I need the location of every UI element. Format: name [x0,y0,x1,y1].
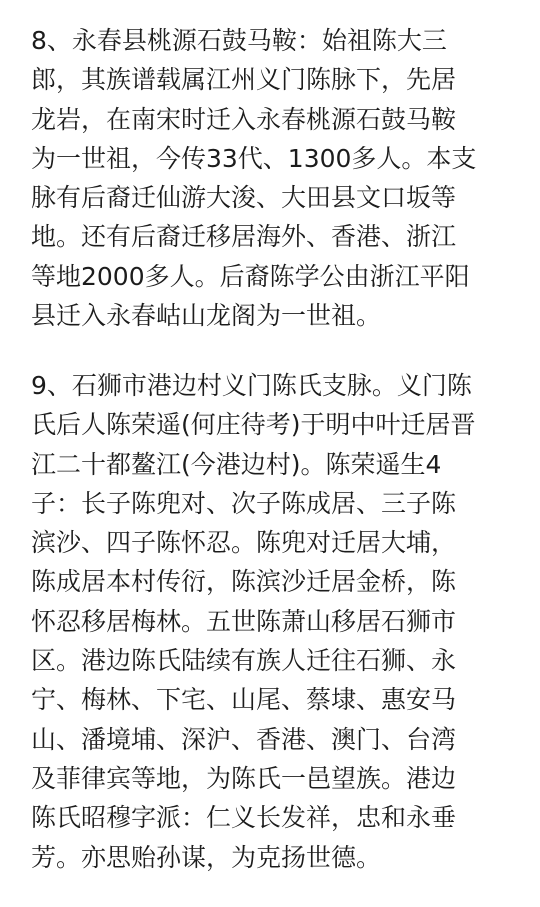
text-line: 子：长子陈兜对、次子陈成居、三子陈 [31,488,457,518]
text-line: 脉有后裔迁仙游大浚、大田县文口坂等 [31,183,457,213]
text-line: 怀忍移居梅林。五世陈萧山移居石狮市 [31,606,457,636]
text-line: 陈成居本村传衍，陈滨沙迁居金桥，陈 [31,567,457,597]
text-line: 为一世祖，今传33代、1300多人。本支 [31,143,477,173]
paragraph-8-yongchun [31,21,531,335]
text-line: 等地2000多人。后裔陈学公由浙江平阳 [31,261,470,291]
text-line: 郎，其族谱载属江州义门陈脉下，先居 [31,65,457,95]
text-line: 山、潘境埔、深沪、香港、澳门、台湾 [31,724,457,754]
text-line: 8、永春县桃源石鼓马鞍：始祖陈大三 [31,26,447,55]
paragraph-9-shishi [31,366,531,877]
text-line: 地。还有后裔迁移居海外、香港、浙江 [31,222,457,252]
text-line: 宁、梅林、下宅、山尾、蔡埭、惠安马 [31,685,457,715]
text-line: 氏后人陈荣遥(何庄待考)于明中叶迁居晋 [31,410,476,440]
text-line: 滨沙、四子陈怀忍。陈兜对迁居大埔， [31,528,457,558]
text-line: 龙岩，在南宋时迁入永春桃源石鼓马鞍 [31,104,457,134]
text-line: 9、石狮市港边村义门陈氏支脉。义门陈 [31,371,472,400]
text-line: 江二十都鳌江(今港边村)。陈荣遥生4 [31,449,442,479]
text-line: 陈氏昭穆字派：仁义长发祥，忠和永垂 [31,803,457,833]
text-line: 及菲律宾等地，为陈氏一邑望族。港边 [31,763,457,793]
text-line: 县迁入永春岵山龙阁为一世祖。 [31,301,382,331]
text-line: 芳。亦思贻孙谋，为克扬世德。 [31,842,382,872]
text-line: 区。港边陈氏陆续有族人迁往石狮、永 [31,646,457,676]
